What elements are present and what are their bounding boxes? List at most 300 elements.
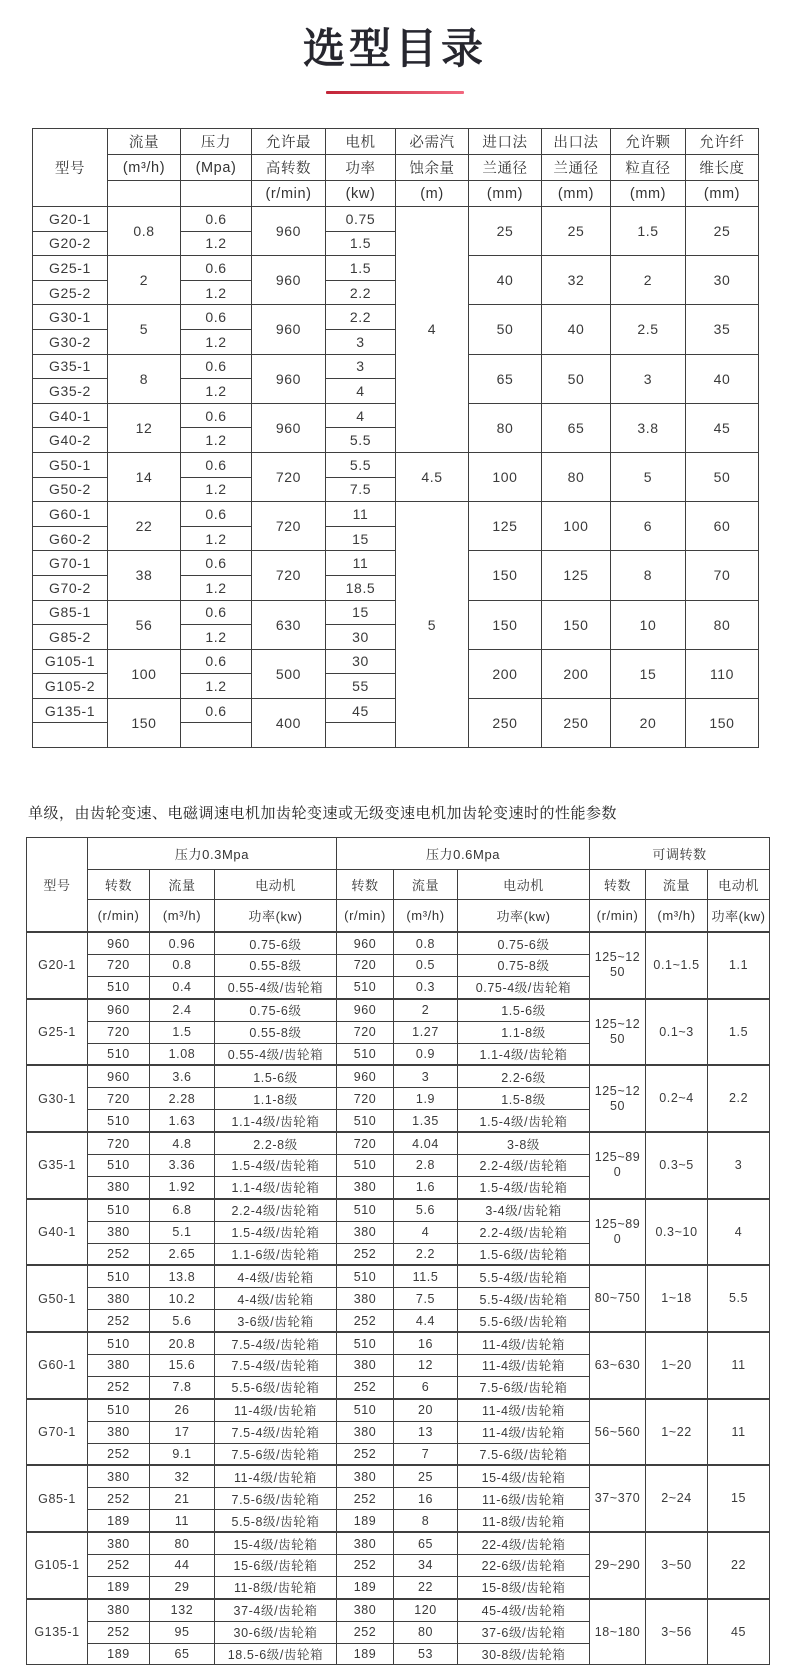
particle-diameter-cell: 10 [611, 600, 686, 649]
outlet-flange-cell: 250 [542, 698, 611, 747]
sub-column-header: 转数 [337, 870, 394, 900]
table-row [33, 502, 759, 527]
column-header-line: (mm) [469, 181, 542, 207]
max-speed-cell: 720 [252, 452, 326, 501]
pressure-cell: 1.2 [181, 231, 252, 256]
flow-cell: 16 [394, 1332, 458, 1354]
motor-spec-cell: 1.1-8级 [458, 1021, 590, 1043]
model-cell: G60-1 [27, 1332, 88, 1399]
motor-spec-cell: 1.1-4级/齿轮箱 [458, 1043, 590, 1065]
speed-cell: 252 [337, 1310, 394, 1332]
inlet-flange-cell: 40 [469, 256, 542, 305]
motor-power-cell: 30 [326, 625, 396, 650]
fiber-length-cell: 40 [686, 354, 759, 403]
motor-spec-cell: 0.75-4级/齿轮箱 [458, 976, 590, 998]
motor-power-cell: 55 [326, 674, 396, 699]
pressure-cell: 1.2 [181, 329, 252, 354]
speed-cell: 510 [337, 1043, 394, 1065]
model-cell: G85-2 [33, 625, 108, 650]
table-row [27, 1465, 770, 1487]
max-speed-cell: 960 [252, 354, 326, 403]
motor-spec-cell: 3-4级/齿轮箱 [458, 1199, 590, 1221]
adjustable-speed-cell: 125~1250 [590, 932, 646, 999]
motor-spec-cell: 2.2-8级 [215, 1132, 337, 1154]
outlet-flange-cell: 150 [542, 600, 611, 649]
table-row [27, 1265, 770, 1287]
model-cell: G70-2 [33, 575, 108, 600]
flow-cell: 38 [108, 551, 181, 600]
model-cell: G20-1 [27, 932, 88, 999]
speed-cell: 960 [337, 1065, 394, 1087]
npsh-cell: 4 [396, 207, 469, 453]
motor-power-cell: 3 [326, 354, 396, 379]
speed-cell: 510 [88, 1199, 150, 1221]
column-header-line: 进口法 [469, 129, 542, 155]
model-cell: G30-1 [27, 1065, 88, 1132]
pressure-cell: 0.6 [181, 403, 252, 428]
model-cell: G40-1 [33, 403, 108, 428]
motor-spec-cell: 1.5-6级 [215, 1065, 337, 1087]
column-header-line [181, 181, 252, 207]
column-header-line: (Mpa) [181, 155, 252, 181]
flow-cell: 12 [394, 1354, 458, 1376]
flow-cell: 150 [108, 698, 181, 747]
flow-cell: 8 [108, 354, 181, 403]
flow-cell: 2.4 [150, 999, 215, 1021]
motor-spec-cell: 5.5-6级/齿轮箱 [215, 1376, 337, 1398]
fiber-length-cell: 80 [686, 600, 759, 649]
sub-column-header: 转数 [88, 870, 150, 900]
flow-cell: 7.5 [394, 1288, 458, 1310]
model-cell: G35-1 [33, 354, 108, 379]
max-speed-cell: 960 [252, 256, 326, 305]
max-speed-cell: 960 [252, 305, 326, 354]
sub-column-header: 电动机 [458, 870, 590, 900]
pressure-group-header: 可调转数 [590, 838, 770, 870]
performance-table-body [27, 932, 770, 1665]
pressure-cell: 1.2 [181, 379, 252, 404]
column-header-line: (mm) [686, 181, 759, 207]
flow-cell: 3.36 [150, 1154, 215, 1176]
table-row [27, 999, 770, 1021]
max-speed-cell: 500 [252, 649, 326, 698]
column-header-line: 电机 [326, 129, 396, 155]
adjustable-power-cell: 11 [708, 1399, 770, 1466]
table-row [27, 1132, 770, 1154]
model-cell: G135-1 [27, 1599, 88, 1665]
pressure-group-header: 压力0.6Mpa [337, 838, 590, 870]
page-title: 选型目录 [302, 25, 487, 72]
speed-cell: 720 [88, 1132, 150, 1154]
inlet-flange-cell: 25 [469, 207, 542, 256]
flow-cell: 6.8 [150, 1199, 215, 1221]
motor-spec-cell: 0.75-6级 [215, 999, 337, 1021]
adjustable-speed-cell: 125~890 [590, 1199, 646, 1266]
flow-cell: 20 [394, 1399, 458, 1421]
motor-spec-cell: 4-4级/齿轮箱 [215, 1265, 337, 1287]
motor-power-cell: 30 [326, 649, 396, 674]
flow-cell: 56 [108, 600, 181, 649]
flow-cell: 22 [108, 502, 181, 551]
adjustable-power-cell: 3 [708, 1132, 770, 1199]
flow-cell: 1.6 [394, 1176, 458, 1198]
table-row [33, 207, 759, 232]
flow-cell: 22 [394, 1576, 458, 1598]
table-row [27, 1332, 770, 1354]
pressure-cell [181, 723, 252, 748]
table-row [27, 1065, 770, 1087]
max-speed-cell: 630 [252, 600, 326, 649]
adjustable-speed-cell: 63~630 [590, 1332, 646, 1399]
adjustable-flow-cell: 1~18 [646, 1265, 708, 1332]
inlet-flange-cell: 150 [469, 551, 542, 600]
inlet-flange-cell: 50 [469, 305, 542, 354]
motor-spec-cell: 15-8级/齿轮箱 [458, 1576, 590, 1598]
motor-spec-cell: 22-6级/齿轮箱 [458, 1555, 590, 1577]
unit-header: 功率(kw) [458, 900, 590, 933]
model-cell: G25-2 [33, 280, 108, 305]
model-cell: G60-2 [33, 526, 108, 551]
speed-cell: 720 [337, 954, 394, 976]
max-speed-cell: 960 [252, 207, 326, 256]
speed-cell: 380 [88, 1465, 150, 1487]
flow-cell: 44 [150, 1555, 215, 1577]
flow-cell: 4.4 [394, 1310, 458, 1332]
fiber-length-cell: 30 [686, 256, 759, 305]
unit-header: (m³/h) [150, 900, 215, 933]
motor-power-cell: 4 [326, 379, 396, 404]
column-header-line: 压力 [181, 129, 252, 155]
motor-spec-cell: 0.75-8级 [458, 954, 590, 976]
model-cell: G50-1 [33, 452, 108, 477]
motor-power-cell: 11 [326, 551, 396, 576]
motor-spec-cell: 2.2-4级/齿轮箱 [458, 1154, 590, 1176]
model-cell: G40-2 [33, 428, 108, 453]
speed-cell: 720 [88, 1088, 150, 1110]
motor-spec-cell: 5.5-4级/齿轮箱 [458, 1288, 590, 1310]
motor-spec-cell: 1.1-8级 [215, 1088, 337, 1110]
pressure-cell: 1.2 [181, 280, 252, 305]
column-header-line: 兰通径 [469, 155, 542, 181]
outlet-flange-cell: 100 [542, 502, 611, 551]
flow-cell: 0.3 [394, 976, 458, 998]
flow-cell: 4.04 [394, 1132, 458, 1154]
flow-cell: 0.96 [150, 932, 215, 954]
column-header-line [108, 181, 181, 207]
speed-cell: 720 [337, 1132, 394, 1154]
sub-column-header: 电动机 [215, 870, 337, 900]
pressure-cell: 0.6 [181, 551, 252, 576]
pressure-cell: 0.6 [181, 452, 252, 477]
flow-cell: 1.63 [150, 1110, 215, 1132]
model-cell [33, 723, 108, 748]
unit-header: (m³/h) [646, 900, 708, 933]
speed-cell: 380 [88, 1288, 150, 1310]
motor-spec-cell: 1.5-4级/齿轮箱 [215, 1221, 337, 1243]
speed-cell: 189 [337, 1643, 394, 1665]
fiber-length-cell: 45 [686, 403, 759, 452]
motor-spec-cell: 2.2-6级 [458, 1065, 590, 1087]
model-cell: G70-1 [27, 1399, 88, 1466]
adjustable-power-cell: 11 [708, 1332, 770, 1399]
speed-cell: 380 [337, 1288, 394, 1310]
pressure-cell: 1.2 [181, 575, 252, 600]
motor-power-cell: 3 [326, 329, 396, 354]
motor-spec-cell: 1.1-4级/齿轮箱 [215, 1110, 337, 1132]
speed-cell: 252 [88, 1488, 150, 1510]
particle-diameter-cell: 6 [611, 502, 686, 551]
model-cell: G35-1 [27, 1132, 88, 1199]
model-cell: G70-1 [33, 551, 108, 576]
sub-column-header: 流量 [646, 870, 708, 900]
motor-spec-cell: 2.2-4级/齿轮箱 [215, 1199, 337, 1221]
speed-cell: 510 [337, 1399, 394, 1421]
fiber-length-cell: 70 [686, 551, 759, 600]
flow-cell: 14 [108, 452, 181, 501]
motor-spec-cell: 7.5-4级/齿轮箱 [215, 1354, 337, 1376]
particle-diameter-cell: 2 [611, 256, 686, 305]
model-column-header: 型号 [33, 129, 108, 207]
column-header-line: 高转数 [252, 155, 326, 181]
speed-cell: 380 [337, 1354, 394, 1376]
flow-cell: 12 [108, 403, 181, 452]
flow-cell: 5.6 [394, 1199, 458, 1221]
flow-cell: 2.65 [150, 1243, 215, 1265]
adjustable-speed-cell: 37~370 [590, 1465, 646, 1532]
flow-cell: 65 [150, 1643, 215, 1665]
speed-cell: 510 [337, 1199, 394, 1221]
speed-cell: 510 [88, 1043, 150, 1065]
flow-cell: 65 [394, 1532, 458, 1554]
speed-cell: 189 [88, 1643, 150, 1665]
adjustable-power-cell: 4 [708, 1199, 770, 1266]
model-cell: G105-2 [33, 674, 108, 699]
speed-cell: 380 [337, 1532, 394, 1554]
adjustable-flow-cell: 1~20 [646, 1332, 708, 1399]
particle-diameter-cell: 3.8 [611, 403, 686, 452]
motor-spec-cell: 7.5-6级/齿轮箱 [458, 1376, 590, 1398]
motor-spec-cell: 11-8级/齿轮箱 [215, 1576, 337, 1598]
flow-cell: 1.35 [394, 1110, 458, 1132]
table-row [33, 129, 759, 155]
flow-cell: 95 [150, 1621, 215, 1643]
table-row [33, 452, 759, 477]
model-cell: G25-1 [27, 999, 88, 1066]
speed-cell: 252 [88, 1555, 150, 1577]
inlet-flange-cell: 100 [469, 452, 542, 501]
column-header-line: (m³/h) [108, 155, 181, 181]
particle-diameter-cell: 5 [611, 452, 686, 501]
speed-cell: 189 [88, 1510, 150, 1532]
speed-cell: 252 [337, 1243, 394, 1265]
model-cell: G40-1 [27, 1199, 88, 1266]
inlet-flange-cell: 125 [469, 502, 542, 551]
table-row [27, 838, 770, 870]
motor-spec-cell: 3-8级 [458, 1132, 590, 1154]
model-cell: G105-1 [33, 649, 108, 674]
flow-cell: 20.8 [150, 1332, 215, 1354]
pressure-cell: 0.6 [181, 502, 252, 527]
model-cell: G85-1 [33, 600, 108, 625]
unit-header: (r/min) [88, 900, 150, 933]
flow-cell: 32 [150, 1465, 215, 1487]
particle-diameter-cell: 1.5 [611, 207, 686, 256]
flow-cell: 2.2 [394, 1243, 458, 1265]
motor-spec-cell: 15-6级/齿轮箱 [215, 1555, 337, 1577]
adjustable-flow-cell: 2~24 [646, 1465, 708, 1532]
column-header-line: (m) [396, 181, 469, 207]
speed-cell: 189 [337, 1510, 394, 1532]
speed-cell: 720 [88, 1021, 150, 1043]
column-header-line: 允许纤 [686, 129, 759, 155]
motor-spec-cell: 30-6级/齿轮箱 [215, 1621, 337, 1643]
speed-cell: 380 [88, 1354, 150, 1376]
selection-catalog-table [32, 128, 759, 748]
adjustable-flow-cell: 0.1~3 [646, 999, 708, 1066]
pressure-cell: 1.2 [181, 625, 252, 650]
speed-cell: 380 [337, 1599, 394, 1621]
table-row [27, 1599, 770, 1621]
flow-cell: 3 [394, 1065, 458, 1087]
motor-spec-cell: 1.5-4级/齿轮箱 [458, 1176, 590, 1198]
flow-cell: 5 [108, 305, 181, 354]
max-speed-cell: 720 [252, 551, 326, 600]
flow-cell: 10.2 [150, 1288, 215, 1310]
motor-spec-cell: 7.5-4级/齿轮箱 [215, 1421, 337, 1443]
speed-cell: 380 [88, 1221, 150, 1243]
flow-cell: 11 [150, 1510, 215, 1532]
speed-cell: 510 [337, 1265, 394, 1287]
column-header-line: 粒直径 [611, 155, 686, 181]
adjustable-flow-cell: 0.3~10 [646, 1199, 708, 1266]
performance-parameters-table [26, 837, 770, 1665]
unit-header: 功率(kw) [708, 900, 770, 933]
flow-cell: 13.8 [150, 1265, 215, 1287]
particle-diameter-cell: 2.5 [611, 305, 686, 354]
pressure-cell: 0.6 [181, 256, 252, 281]
speed-cell: 380 [337, 1176, 394, 1198]
speed-cell: 252 [88, 1243, 150, 1265]
flow-cell: 80 [150, 1532, 215, 1554]
flow-cell: 1.5 [150, 1021, 215, 1043]
adjustable-flow-cell: 0.3~5 [646, 1132, 708, 1199]
adjustable-power-cell: 1.1 [708, 932, 770, 999]
speed-cell: 960 [88, 1065, 150, 1087]
speed-cell: 720 [337, 1021, 394, 1043]
motor-spec-cell: 0.55-4级/齿轮箱 [215, 976, 337, 998]
inlet-flange-cell: 80 [469, 403, 542, 452]
fiber-length-cell: 60 [686, 502, 759, 551]
model-column-header: 型号 [27, 838, 88, 933]
npsh-cell: 4.5 [396, 452, 469, 501]
pressure-cell: 0.6 [181, 698, 252, 723]
speed-cell: 380 [337, 1221, 394, 1243]
motor-spec-cell: 11-6级/齿轮箱 [458, 1488, 590, 1510]
unit-header: 功率(kw) [215, 900, 337, 933]
fiber-length-cell: 50 [686, 452, 759, 501]
motor-spec-cell: 5.5-6级/齿轮箱 [458, 1310, 590, 1332]
adjustable-power-cell: 5.5 [708, 1265, 770, 1332]
flow-cell: 6 [394, 1376, 458, 1398]
inlet-flange-cell: 200 [469, 649, 542, 698]
table-row [27, 1532, 770, 1554]
speed-cell: 380 [88, 1421, 150, 1443]
speed-cell: 252 [88, 1443, 150, 1465]
motor-power-cell: 15 [326, 600, 396, 625]
column-header-line: 允许最 [252, 129, 326, 155]
pressure-cell: 0.6 [181, 207, 252, 232]
flow-cell: 7.8 [150, 1376, 215, 1398]
flow-cell: 1.08 [150, 1043, 215, 1065]
model-cell: G50-2 [33, 477, 108, 502]
motor-power-cell: 2.2 [326, 280, 396, 305]
speed-cell: 510 [88, 976, 150, 998]
speed-cell: 510 [88, 1110, 150, 1132]
flow-cell: 53 [394, 1643, 458, 1665]
adjustable-power-cell: 22 [708, 1532, 770, 1599]
flow-cell: 100 [108, 649, 181, 698]
unit-header: (m³/h) [394, 900, 458, 933]
speed-cell: 252 [337, 1443, 394, 1465]
max-speed-cell: 400 [252, 698, 326, 747]
motor-spec-cell: 7.5-6级/齿轮箱 [215, 1488, 337, 1510]
adjustable-speed-cell: 56~560 [590, 1399, 646, 1466]
model-cell: G30-2 [33, 329, 108, 354]
speed-cell: 189 [337, 1576, 394, 1598]
speed-cell: 720 [337, 1088, 394, 1110]
column-header-line: 允许颗 [611, 129, 686, 155]
fiber-length-cell: 110 [686, 649, 759, 698]
flow-cell: 2.28 [150, 1088, 215, 1110]
column-header-line: (mm) [611, 181, 686, 207]
speed-cell: 960 [337, 932, 394, 954]
motor-spec-cell: 1.5-4级/齿轮箱 [215, 1154, 337, 1176]
speed-cell: 252 [88, 1376, 150, 1398]
motor-spec-cell: 11-4级/齿轮箱 [458, 1332, 590, 1354]
speed-cell: 510 [88, 1154, 150, 1176]
adjustable-flow-cell: 3~56 [646, 1599, 708, 1665]
unit-header: (r/min) [590, 900, 646, 933]
motor-spec-cell: 1.5-8级 [458, 1088, 590, 1110]
adjustable-flow-cell: 1~22 [646, 1399, 708, 1466]
adjustable-speed-cell: 125~1250 [590, 999, 646, 1066]
motor-power-cell: 2.2 [326, 305, 396, 330]
flow-cell: 0.4 [150, 976, 215, 998]
motor-spec-cell: 7.5-6级/齿轮箱 [458, 1443, 590, 1465]
motor-spec-cell: 11-4级/齿轮箱 [458, 1421, 590, 1443]
speed-cell: 252 [337, 1488, 394, 1510]
table-row [27, 1199, 770, 1221]
model-cell: G25-1 [33, 256, 108, 281]
flow-cell: 3.6 [150, 1065, 215, 1087]
column-header-line: 功率 [326, 155, 396, 181]
adjustable-flow-cell: 3~50 [646, 1532, 708, 1599]
table-row [27, 932, 770, 954]
selection-table-body [33, 207, 759, 748]
pressure-cell: 1.2 [181, 526, 252, 551]
inlet-flange-cell: 150 [469, 600, 542, 649]
column-header-line: 维长度 [686, 155, 759, 181]
adjustable-speed-cell: 29~290 [590, 1532, 646, 1599]
motor-spec-cell: 37-6级/齿轮箱 [458, 1621, 590, 1643]
performance-table-header [27, 838, 770, 933]
title-divider [326, 91, 464, 94]
model-cell: G85-1 [27, 1465, 88, 1532]
pressure-cell: 1.2 [181, 477, 252, 502]
speed-cell: 510 [88, 1332, 150, 1354]
pressure-group-header: 压力0.3Mpa [88, 838, 337, 870]
max-speed-cell: 720 [252, 502, 326, 551]
